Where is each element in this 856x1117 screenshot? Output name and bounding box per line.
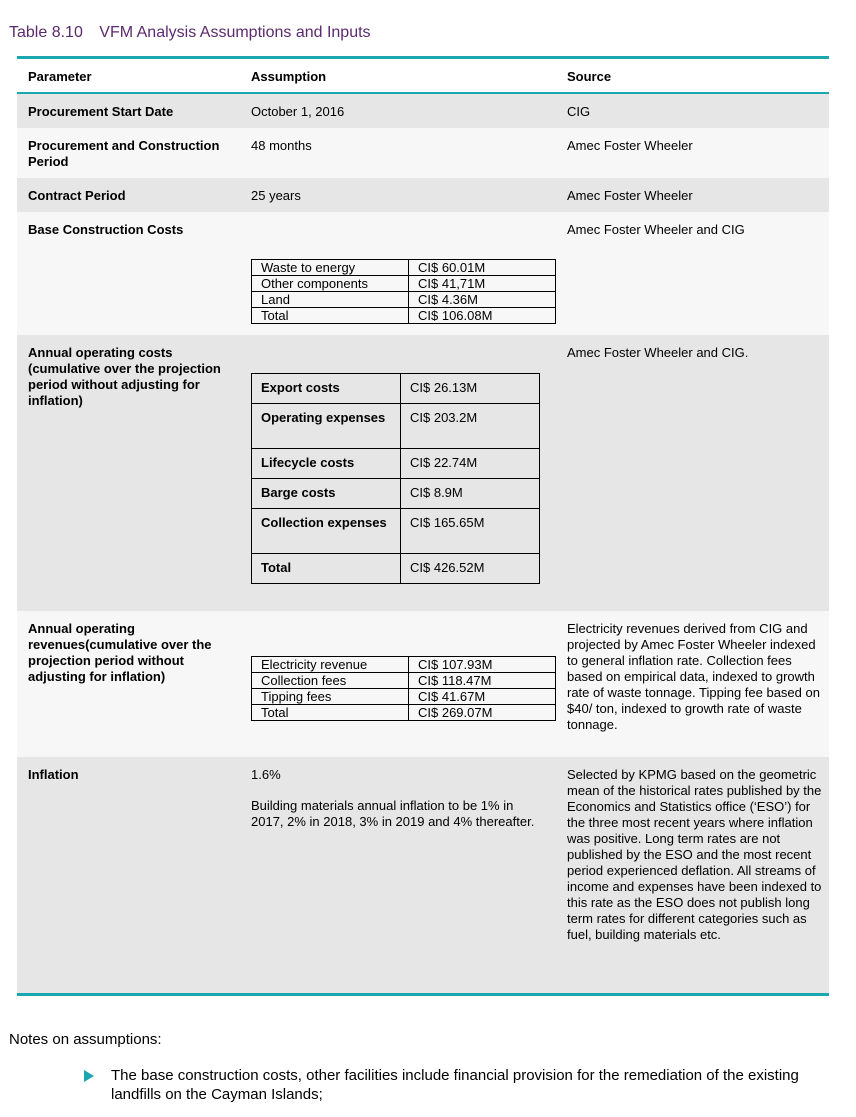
revenues-subtable [251, 656, 556, 721]
parameter-cell: Contract Period [28, 188, 126, 203]
item-value: CI$ 4.36M [409, 292, 556, 308]
subtable-row [252, 276, 556, 292]
subtable-row [252, 404, 540, 449]
source-cell: CIG [567, 104, 591, 119]
header-parameter: Parameter [28, 69, 92, 84]
subtable-row [252, 554, 540, 584]
operating-costs-subtable [251, 373, 540, 584]
item-value: CI$ 426.52M [401, 554, 540, 584]
subtable-row [252, 673, 556, 689]
triangle-bullet-icon [84, 1070, 94, 1082]
subtable-row [252, 374, 540, 404]
item-value: CI$ 106.08M [409, 308, 556, 324]
notes-heading: Notes on assumptions: [9, 1031, 162, 1048]
assumption-cell: 1.6% [251, 767, 281, 782]
item-value: CI$ 107.93M [409, 657, 556, 673]
item-label: Collection fees [252, 673, 409, 689]
item-label: Total [252, 705, 409, 721]
item-value: CI$ 118.47M [409, 673, 556, 689]
item-label: Other components [252, 276, 409, 292]
assumptions-table [17, 56, 829, 996]
assumption-cell: 48 months [251, 138, 312, 153]
source-cell: Amec Foster Wheeler and CIG [567, 222, 745, 237]
parameter-cell: Procurement and Construction Period [28, 138, 220, 169]
item-label: Lifecycle costs [252, 449, 401, 479]
parameter-cell: Procurement Start Date [28, 104, 174, 119]
base-costs-subtable [251, 259, 556, 324]
assumption-note: Building materials annual inflation to be 1% in 2017, 2% in 2018, 3% in 2019 and 4% thereafter. [251, 798, 535, 829]
table-row-procurement-period [17, 128, 829, 178]
table-bottom-rule [17, 993, 829, 996]
source-cell: Amec Foster Wheeler [567, 188, 693, 203]
subtable-row [252, 705, 556, 721]
subtable-row [252, 308, 556, 324]
item-label: Tipping fees [252, 689, 409, 705]
subtable-row [252, 260, 556, 276]
item-value: CI$ 165.65M [401, 509, 540, 554]
table-row-base-construction [17, 212, 829, 335]
item-label: Export costs [252, 374, 401, 404]
item-value: CI$ 41,71M [409, 276, 556, 292]
parameter-cell: Annual operating costs (cumulative over the projection period without adjusting for inflation) [28, 345, 221, 408]
subtable-row [252, 689, 556, 705]
parameter-cell: Inflation [28, 767, 79, 782]
table-row-inflation [17, 757, 829, 993]
header-assumption: Assumption [251, 69, 327, 84]
item-label: Collection expenses [252, 509, 401, 554]
item-value: CI$ 8.9M [401, 479, 540, 509]
table-row-contract-period [17, 178, 829, 212]
source-cell: Amec Foster Wheeler and CIG. [567, 345, 749, 360]
subtable-row [252, 479, 540, 509]
table-caption [9, 24, 371, 42]
subtable-row [252, 449, 540, 479]
item-value: CI$ 203.2M [401, 404, 540, 449]
assumption-cell: October 1, 2016 [251, 104, 345, 119]
subtable-row [252, 509, 540, 554]
table-title: VFM Analysis Assumptions and Inputs [99, 24, 371, 41]
subtable-row [252, 657, 556, 673]
header-source: Source [567, 69, 612, 84]
assumption-cell: 25 years [251, 188, 301, 203]
subtable-row [252, 292, 556, 308]
table-row-procurement-start [17, 94, 829, 128]
item-label: Total [252, 554, 401, 584]
table-header-row [17, 59, 829, 94]
parameter-cell: Annual operating revenues(cumulative over the projection period without adjusting for inflation) [28, 621, 212, 684]
item-label: Barge costs [252, 479, 401, 509]
item-label: Operating expenses [252, 404, 401, 449]
item-value: CI$ 60.01M [409, 260, 556, 276]
notes-bullet [84, 1066, 814, 1104]
table-row-operating-revenues [17, 611, 829, 757]
item-value: CI$ 41.67M [409, 689, 556, 705]
item-value: CI$ 22.74M [401, 449, 540, 479]
parameter-cell: Base Construction Costs [28, 222, 184, 237]
table-number: Table 8.10 [9, 24, 83, 41]
bullet-text: The base construction costs, other facilities include financial provision for the remediation of the existing landfills on the Cayman Islands; [111, 1067, 799, 1103]
item-label: Electricity revenue [252, 657, 409, 673]
item-label: Total [252, 308, 409, 324]
item-label: Waste to energy [252, 260, 409, 276]
table-row-operating-costs [17, 335, 829, 611]
item-value: CI$ 26.13M [401, 374, 540, 404]
item-label: Land [252, 292, 409, 308]
source-cell: Electricity revenues derived from CIG and projected by Amec Foster Wheeler indexed to general inflation rate. Collection fees based on empirical data, indexed to growth rate of waste tonnage. Tipping fee based on $40/ ton, indexed to growth rate of waste tonnage. [567, 621, 820, 732]
item-value: CI$ 269.07M [409, 705, 556, 721]
source-cell: Selected by KPMG based on the geometric mean of the historical rates published by the Economics and Statistics office (‘ESO’) for the three most recent years where inflation was positive. Long term rates are not published by the ESO and the most recent period experienced deflation. All streams of income and expenses have been indexed to this rate as the ESO does not publish long term rates for different categories such as fuel, building materials etc. [567, 767, 822, 942]
source-cell: Amec Foster Wheeler [567, 138, 693, 153]
